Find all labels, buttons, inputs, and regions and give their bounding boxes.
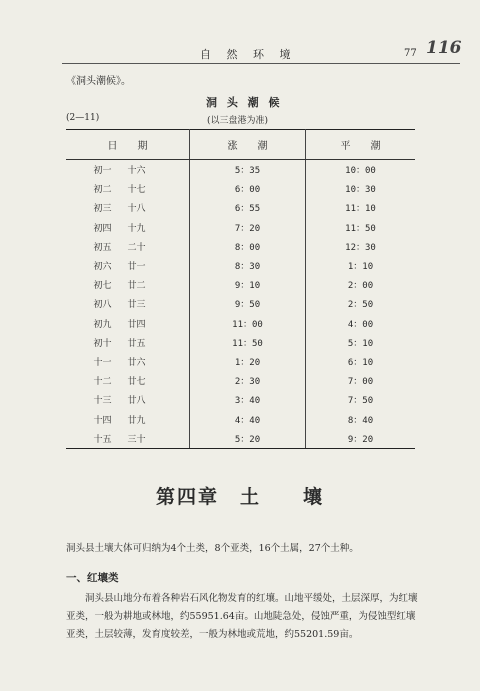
slack-tide-cell: 2：00 (306, 275, 416, 294)
lunar-day-first-half: 十五 (93, 434, 112, 445)
rising-tide-cell: 11：00 (190, 314, 306, 333)
slack-tide-cell: 12：30 (306, 237, 416, 256)
lunar-day-second-half: 廿六 (127, 357, 146, 368)
lunar-day-second-half: 廿五 (127, 338, 146, 349)
lunar-day-first-half: 初一 (93, 166, 112, 177)
lunar-day-first-half: 初四 (93, 223, 112, 234)
slack-tide-cell: 7：50 (306, 390, 416, 409)
table-row (66, 218, 415, 237)
rising-tide-cell: 11：50 (190, 333, 306, 352)
page-number: 77 (404, 48, 417, 59)
lunar-day-second-half: 廿二 (127, 281, 146, 292)
lunar-day-second-half: 十六 (127, 166, 146, 177)
lunar-day-second-half: 廿四 (127, 319, 146, 330)
table-row (66, 275, 415, 294)
handwritten-page-number: 116 (426, 38, 462, 58)
date-cell (66, 179, 190, 198)
chapter-title: 第四章 土 壤 (155, 486, 324, 508)
slack-tide-cell: 11：50 (306, 218, 416, 237)
lunar-day-second-half: 廿八 (127, 396, 146, 407)
lunar-day-first-half: 十四 (93, 415, 112, 426)
lunar-day-second-half: 十八 (127, 204, 146, 215)
slack-tide-cell: 11：10 (306, 198, 416, 217)
rising-tide-cell: 2：30 (190, 371, 306, 390)
rising-tide-cell: 8：00 (190, 237, 306, 256)
table-header-row (66, 130, 415, 160)
lunar-day-second-half: 二十 (127, 242, 146, 253)
rising-tide-cell: 9：50 (190, 294, 306, 313)
lunar-day-second-half: 廿一 (127, 262, 146, 273)
slack-tide-cell: 6：10 (306, 352, 416, 371)
lunar-day-first-half: 十一 (93, 357, 112, 368)
tide-table (66, 129, 415, 449)
table-row (66, 352, 415, 371)
date-cell (66, 333, 190, 352)
date-cell (66, 198, 190, 217)
date-cell (66, 294, 190, 313)
table-row (66, 237, 415, 256)
table-row (66, 314, 415, 333)
rising-tide-cell: 7：20 (190, 218, 306, 237)
lunar-day-second-half: 廿七 (127, 377, 146, 388)
slack-tide-cell: 8：40 (306, 409, 416, 428)
lunar-day-second-half: 十九 (127, 223, 146, 234)
lunar-day-first-half: 初八 (93, 300, 112, 311)
date-cell (66, 390, 190, 409)
lunar-day-first-half: 初七 (93, 281, 112, 292)
lunar-day-second-half: 十七 (127, 185, 146, 196)
table-row (66, 160, 415, 180)
col-header-slack-tide: 平 潮 (306, 130, 416, 160)
rising-tide-cell: 9：10 (190, 275, 306, 294)
rising-tide-cell: 8：30 (190, 256, 306, 275)
lunar-day-first-half: 初五 (93, 242, 112, 253)
date-cell (66, 218, 190, 237)
rising-tide-cell: 5：35 (190, 160, 306, 180)
table-row (66, 390, 415, 409)
slack-tide-cell: 10：00 (306, 160, 416, 180)
slack-tide-cell: 4：00 (306, 314, 416, 333)
table-row (66, 371, 415, 390)
date-cell (66, 409, 190, 428)
lunar-day-first-half: 初二 (93, 185, 112, 196)
source-citation: 《洞头潮候》。 (66, 76, 131, 87)
rising-tide-cell: 1：20 (190, 352, 306, 371)
slack-tide-cell: 1：10 (306, 256, 416, 275)
slack-tide-cell: 7：00 (306, 371, 416, 390)
page-header (62, 38, 460, 64)
table-code: (2—11) (66, 113, 100, 123)
lunar-day-second-half: 三十 (127, 434, 146, 445)
red-soil-paragraph: 洞头县山地分布着各种岩石风化物发育的红壤。山地平缓处，土层深厚，为红壤亚类，一般为耕地或林地，约55951.64亩。山地陡急处，侵蚀严重，为侵蚀型红壤亚类，土层较薄，发育度较差，一般为林地或荒地，约55201.59亩。 (66, 593, 418, 640)
table-row (66, 333, 415, 352)
lunar-day-first-half: 初三 (93, 204, 112, 215)
lunar-day-first-half: 初九 (93, 319, 112, 330)
rising-tide-cell: 6：55 (190, 198, 306, 217)
table-row (66, 294, 415, 313)
date-cell (66, 371, 190, 390)
table-row (66, 198, 415, 217)
rising-tide-cell: 4：40 (190, 409, 306, 428)
lunar-day-first-half: 初六 (93, 262, 112, 273)
table-row (66, 256, 415, 275)
table-row (66, 429, 415, 449)
lunar-day-first-half: 十二 (93, 377, 112, 388)
rising-tide-cell: 5：20 (190, 429, 306, 449)
date-cell (66, 352, 190, 371)
date-cell (66, 160, 190, 180)
table-row (66, 409, 415, 428)
table-title: 洞 头 潮 候 (206, 96, 283, 109)
section-heading: 一、红壤类 (66, 572, 119, 584)
date-cell (66, 429, 190, 449)
slack-tide-cell: 10：30 (306, 179, 416, 198)
slack-tide-cell: 9：20 (306, 429, 416, 449)
table-row (66, 179, 415, 198)
rising-tide-cell: 6：00 (190, 179, 306, 198)
date-cell (66, 275, 190, 294)
slack-tide-cell: 5：10 (306, 333, 416, 352)
lunar-day-second-half: 廿九 (127, 415, 146, 426)
slack-tide-cell: 2：50 (306, 294, 416, 313)
date-cell (66, 314, 190, 333)
rising-tide-cell: 3：40 (190, 390, 306, 409)
table-note: (以三盘港为准) (207, 116, 269, 126)
intro-paragraph: 洞头县土壤大体可归纳为4个土类，8个亚类，16个土属，27个土种。 (66, 543, 359, 554)
col-header-date: 日 期 (66, 130, 190, 160)
date-cell (66, 256, 190, 275)
lunar-day-first-half: 初十 (93, 338, 112, 349)
lunar-day-first-half: 十三 (93, 396, 112, 407)
running-title: 自 然 环 境 (200, 48, 297, 61)
lunar-day-second-half: 廿三 (127, 300, 146, 311)
header-rule (62, 63, 460, 64)
col-header-rising-tide: 涨 潮 (190, 130, 306, 160)
date-cell (66, 237, 190, 256)
